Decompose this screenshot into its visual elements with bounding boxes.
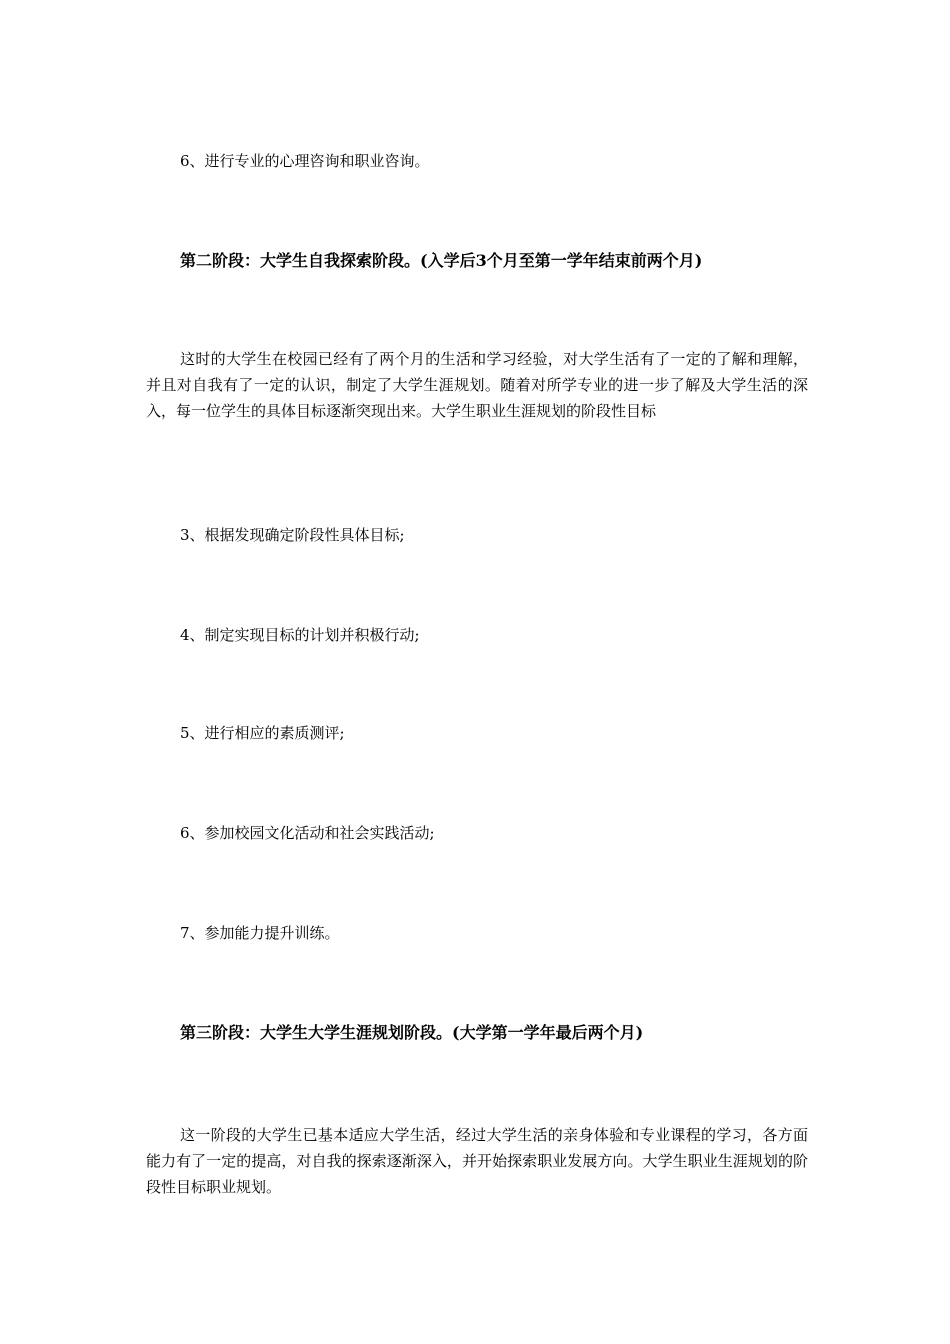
stage-three-heading: 第三阶段：大学生大学生涯规划阶段。(大学第一学年最后两个月) — [180, 1023, 644, 1042]
list-item-3: 3、根据发现确定阶段性具体目标; — [180, 526, 405, 544]
list-item-4: 4、制定实现目标的计划并积极行动; — [180, 626, 420, 644]
stage-two-heading: 第二阶段：大学生自我探索阶段。(入学后3个月至第一学年结束前两个月) — [180, 251, 703, 270]
list-item-consulting: 6、进行专业的心理咨询和职业咨询。 — [180, 152, 430, 170]
list-item-6: 6、参加校园文化活动和社会实践活动; — [180, 824, 435, 842]
list-item-5: 5、进行相应的素质测评; — [180, 724, 345, 742]
stage-three-paragraph: 这一阶段的大学生已基本适应大学生活，经过大学生活的亲身体验和专业课程的学习，各方面能力有了一定的提高，对自我的探索逐渐深入，并开始探索职业发展方向。大学生职业生涯规划的阶段性目标职业规划。 — [146, 1126, 808, 1196]
list-item-7: 7、参加能力提升训练。 — [180, 924, 340, 942]
stage-two-paragraph: 这时的大学生在校园已经有了两个月的生活和学习经验，对大学生活有了一定的了解和理解，并且对自我有了一定的认识，制定了大学生涯规划。随着对所学专业的进一步了解及大学生活的深入，每一位学生的具体目标逐渐突现出来。大学生职业生涯规划的阶段性目标 — [146, 350, 808, 420]
